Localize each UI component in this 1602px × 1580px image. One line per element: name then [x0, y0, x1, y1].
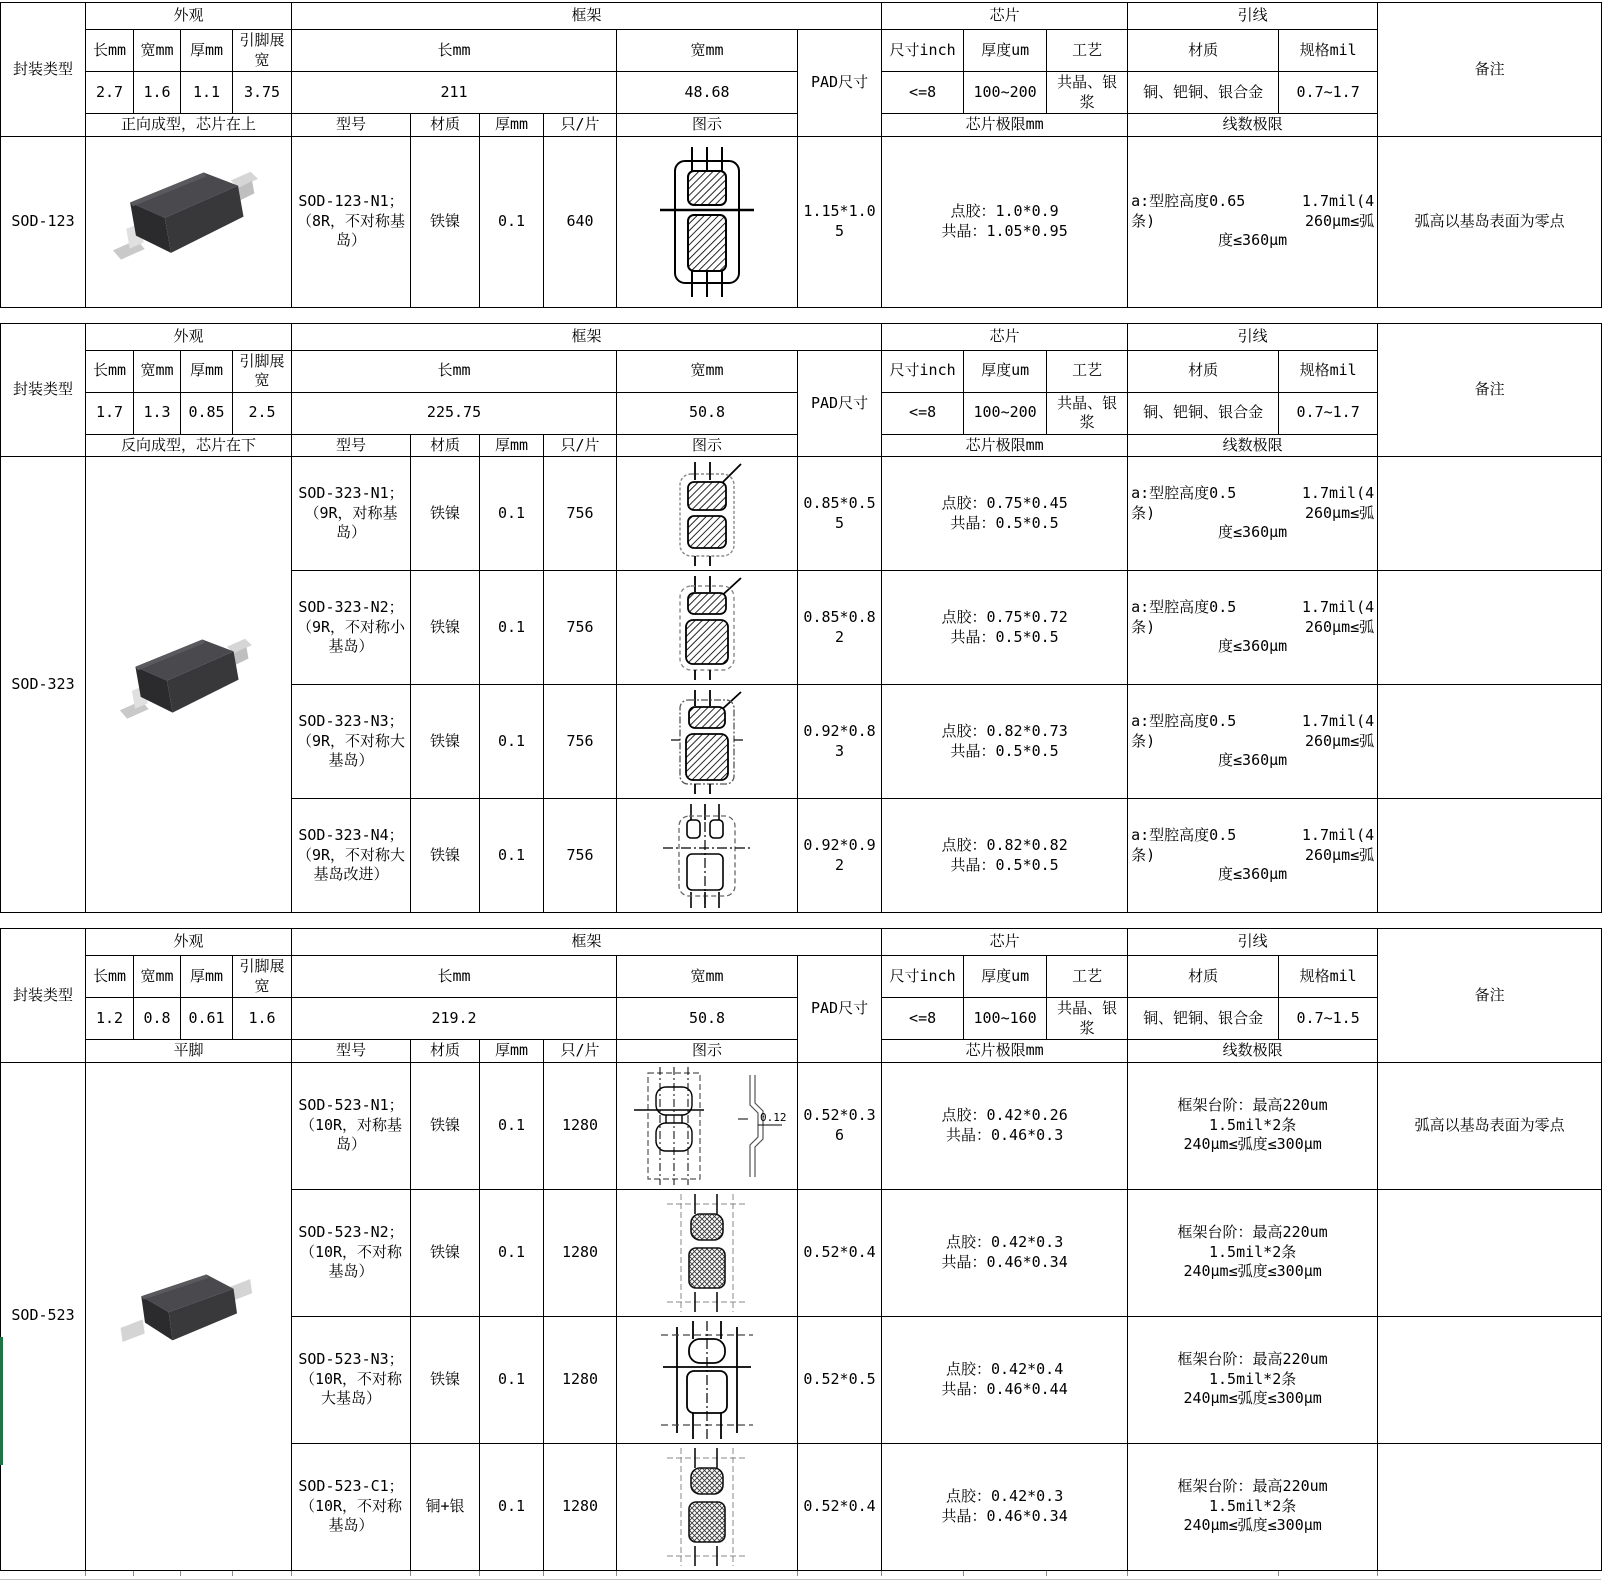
spec-table-sod523 — [0, 928, 1602, 1571]
cell-diagram — [617, 136, 798, 307]
material-col-header: 材质 — [411, 114, 480, 137]
frame-width-header: 宽mm — [617, 30, 798, 72]
cell-thickness: 0.1 — [480, 571, 544, 685]
clipped-row-bottom — [0, 1571, 1601, 1580]
cell-material: 铁镍 — [411, 457, 480, 571]
molding-type: 正向成型，芯片在上 — [86, 114, 292, 137]
cell-pad-size: 0.85*0.82 — [798, 571, 882, 685]
cell-pad-size: 0.52*0.4 — [798, 1189, 882, 1316]
cell-per-sheet: 1280 — [544, 1189, 617, 1316]
dim-label: 0.12 — [760, 1110, 787, 1124]
process-value: 共晶、银浆 — [1047, 998, 1128, 1040]
cell-diagram — [617, 1062, 798, 1189]
frame-length-value: 225.75 — [292, 392, 617, 434]
frame-header: 框架 — [292, 3, 882, 30]
per-sheet-col-header: 只/片 — [544, 434, 617, 457]
model-col-header: 型号 — [292, 1040, 411, 1063]
molding-type: 反向成型，芯片在下 — [86, 434, 292, 457]
wire-spec-value: 0.7~1.7 — [1279, 392, 1378, 434]
diagram-col-header: 图示 — [617, 114, 798, 137]
chip-thickness-header: 厚度um — [964, 30, 1047, 72]
chip-thickness-header: 厚度um — [964, 956, 1047, 998]
section-gap — [0, 913, 1601, 928]
cell-material: 铁镍 — [411, 799, 480, 913]
cell-wire-limit: a:型腔高度0.5 1.7mil(4 条) 260μm≤弧 度≤360μm — [1128, 457, 1378, 571]
pad-diagram-with-profile — [622, 1067, 792, 1185]
cell-chip-limit: 点胶：0.82*0.82 共晶：0.5*0.5 — [882, 799, 1128, 913]
appearance-thickness-value: 0.61 — [181, 998, 233, 1040]
cell-model: SOD-123-N1；（8R，不对称基岛） — [292, 136, 411, 307]
wire-material-value: 铜、钯铜、银合金 — [1128, 72, 1279, 114]
material-col-header: 材质 — [411, 434, 480, 457]
chip-limit-header: 芯片极限mm — [882, 434, 1128, 457]
cell-pad-size: 0.92*0.92 — [798, 799, 882, 913]
diagram-col-header: 图示 — [617, 1040, 798, 1063]
col-lead-span: 引脚展宽 — [233, 956, 292, 998]
wire-spec-value: 0.7~1.7 — [1279, 72, 1378, 114]
spec-table-sod123 — [0, 2, 1602, 308]
cell-wire-limit: 框架台阶：最高220um 1.5mil*2条 240μm≤弧度≤300μm — [1128, 1443, 1378, 1570]
cell-remark — [1378, 1443, 1602, 1570]
cell-model: SOD-323-N2；（9R，不对称小基岛） — [292, 571, 411, 685]
package-label: SOD-123 — [1, 136, 86, 307]
wire-material-value: 铜、钯铜、银合金 — [1128, 998, 1279, 1040]
chip-size-header: 尺寸inch — [882, 350, 964, 392]
frame-width-header: 宽mm — [617, 350, 798, 392]
frame-width-value: 50.8 — [617, 392, 798, 434]
sheet-edge-accent — [0, 1337, 3, 1465]
cell-per-sheet: 1280 — [544, 1062, 617, 1189]
appearance-length-value: 1.7 — [86, 392, 134, 434]
wire-spec-header: 规格mil — [1279, 350, 1378, 392]
cell-per-sheet: 756 — [544, 685, 617, 799]
chip-thickness-value: 100~160 — [964, 998, 1047, 1040]
pad-diagram — [647, 804, 767, 908]
cell-chip-limit: 点胶：0.75*0.45 共晶：0.5*0.5 — [882, 457, 1128, 571]
process-header: 工艺 — [1047, 956, 1128, 998]
cell-per-sheet: 756 — [544, 457, 617, 571]
frame-length-value: 211 — [292, 72, 617, 114]
col-thickness: 厚mm — [181, 956, 233, 998]
thickness-col-header: 厚mm — [480, 114, 544, 137]
frame-length-value: 219.2 — [292, 998, 617, 1040]
chip-size-header: 尺寸inch — [882, 30, 964, 72]
wire-material-header: 材质 — [1128, 956, 1279, 998]
appearance-width-value: 0.8 — [134, 998, 181, 1040]
lead-span-value: 2.5 — [233, 392, 292, 434]
cell-diagram — [617, 685, 798, 799]
cell-remark — [1378, 1316, 1602, 1443]
wire-limit-header: 线数极限 — [1128, 434, 1378, 457]
pad-diagram — [647, 576, 767, 680]
remark-header: 备注 — [1378, 929, 1602, 1063]
wire-limit-header: 线数极限 — [1128, 1040, 1378, 1063]
appearance-length-value: 1.2 — [86, 998, 134, 1040]
cell-remark — [1378, 1189, 1602, 1316]
frame-header: 框架 — [292, 929, 882, 956]
cell-per-sheet: 756 — [544, 571, 617, 685]
cell-model: SOD-523-C1；（10R，不对称基岛） — [292, 1443, 411, 1570]
package-photo-sod323 — [103, 627, 275, 742]
frame-width-value: 50.8 — [617, 998, 798, 1040]
pad-diagram — [647, 1448, 767, 1566]
pad-size-header: PAD尺寸 — [798, 350, 882, 457]
appearance-width-value: 1.6 — [134, 72, 181, 114]
chip-header: 芯片 — [882, 3, 1128, 30]
cell-remark — [1378, 685, 1602, 799]
cell-chip-limit: 点胶：0.75*0.72 共晶：0.5*0.5 — [882, 571, 1128, 685]
cell-diagram — [617, 799, 798, 913]
appearance-header: 外观 — [86, 3, 292, 30]
per-sheet-col-header: 只/片 — [544, 1040, 617, 1063]
col-width: 宽mm — [134, 30, 181, 72]
cell-thickness: 0.1 — [480, 457, 544, 571]
cell-per-sheet: 1280 — [544, 1316, 617, 1443]
cell-per-sheet: 756 — [544, 799, 617, 913]
cell-chip-limit: 点胶：0.82*0.73 共晶：0.5*0.5 — [882, 685, 1128, 799]
chip-header: 芯片 — [882, 929, 1128, 956]
appearance-thickness-value: 0.85 — [181, 392, 233, 434]
cell-wire-limit: a:型腔高度0.65 1.7mil(4 条) 260μm≤弧 度≤360μm — [1128, 136, 1378, 307]
chip-thickness-value: 100~200 — [964, 392, 1047, 434]
col-lead-span: 引脚展宽 — [233, 350, 292, 392]
package-label: SOD-523 — [1, 1062, 86, 1570]
cell-pad-size: 1.15*1.05 — [798, 136, 882, 307]
col-thickness: 厚mm — [181, 350, 233, 392]
cell-thickness: 0.1 — [480, 136, 544, 307]
cell-model: SOD-523-N2；（10R，不对称基岛） — [292, 1189, 411, 1316]
cell-thickness: 0.1 — [480, 799, 544, 913]
package-photo-cell — [86, 1062, 292, 1570]
wire-material-header: 材质 — [1128, 30, 1279, 72]
appearance-width-value: 1.3 — [134, 392, 181, 434]
frame-length-header: 长mm — [292, 956, 617, 998]
remark-header: 备注 — [1378, 323, 1602, 457]
thickness-col-header: 厚mm — [480, 434, 544, 457]
col-lead-span: 引脚展宽 — [233, 30, 292, 72]
cell-remark: 弧高以基岛表面为零点 — [1378, 1062, 1602, 1189]
cell-remark — [1378, 799, 1602, 913]
pad-diagram — [647, 1321, 767, 1439]
chip-thickness-value: 100~200 — [964, 72, 1047, 114]
chip-size-header: 尺寸inch — [882, 956, 964, 998]
col-length: 长mm — [86, 30, 134, 72]
pad-diagram — [647, 462, 767, 566]
frame-header: 框架 — [292, 323, 882, 350]
cell-model: SOD-523-N3；（10R，不对称大基岛） — [292, 1316, 411, 1443]
remark-header: 备注 — [1378, 3, 1602, 137]
cell-material: 铁镍 — [411, 1316, 480, 1443]
cell-wire-limit: a:型腔高度0.5 1.7mil(4 条) 260μm≤弧 度≤360μm — [1128, 799, 1378, 913]
cell-pad-size: 0.52*0.36 — [798, 1062, 882, 1189]
wire-material-header: 材质 — [1128, 350, 1279, 392]
material-col-header: 材质 — [411, 1040, 480, 1063]
thickness-col-header: 厚mm — [480, 1040, 544, 1063]
cell-pad-size: 0.92*0.83 — [798, 685, 882, 799]
pad-diagram — [652, 147, 762, 297]
molding-type: 平脚 — [86, 1040, 292, 1063]
chip-size-value: <=8 — [882, 72, 964, 114]
cell-material: 铁镍 — [411, 136, 480, 307]
cell-model: SOD-323-N4；（9R，不对称大基岛改进） — [292, 799, 411, 913]
model-col-header: 型号 — [292, 114, 411, 137]
cell-model: SOD-523-N1；（10R，对称基岛） — [292, 1062, 411, 1189]
pad-size-header: PAD尺寸 — [798, 956, 882, 1063]
package-type-header: 封装类型 — [1, 323, 86, 457]
wire-material-value: 铜、钯铜、银合金 — [1128, 392, 1279, 434]
cell-thickness: 0.1 — [480, 1189, 544, 1316]
chip-header: 芯片 — [882, 323, 1128, 350]
cell-pad-size: 0.52*0.4 — [798, 1443, 882, 1570]
cell-chip-limit: 点胶：0.42*0.4 共晶：0.46*0.44 — [882, 1316, 1128, 1443]
package-photo-sod123 — [94, 159, 284, 285]
col-thickness: 厚mm — [181, 30, 233, 72]
wire-header: 引线 — [1128, 3, 1378, 30]
cell-wire-limit: 框架台阶：最高220um 1.5mil*2条 240μm≤弧度≤300μm — [1128, 1189, 1378, 1316]
cell-chip-limit: 点胶：0.42*0.26 共晶：0.46*0.3 — [882, 1062, 1128, 1189]
pad-size-header: PAD尺寸 — [798, 30, 882, 137]
cell-pad-size: 0.85*0.55 — [798, 457, 882, 571]
chip-size-value: <=8 — [882, 998, 964, 1040]
cell-diagram — [617, 571, 798, 685]
cell-diagram — [617, 1189, 798, 1316]
package-photo-sod523 — [109, 1263, 269, 1370]
cell-per-sheet: 1280 — [544, 1443, 617, 1570]
appearance-header: 外观 — [86, 323, 292, 350]
frame-width-header: 宽mm — [617, 956, 798, 998]
col-length: 长mm — [86, 350, 134, 392]
wire-spec-header: 规格mil — [1279, 956, 1378, 998]
cell-model: SOD-323-N3；（9R，不对称大基岛） — [292, 685, 411, 799]
cell-remark: 弧高以基岛表面为零点 — [1378, 136, 1602, 307]
cell-wire-limit: 框架台阶：最高220um 1.5mil*2条 240μm≤弧度≤300μm — [1128, 1316, 1378, 1443]
wire-limit-header: 线数极限 — [1128, 114, 1378, 137]
chip-limit-header: 芯片极限mm — [882, 1040, 1128, 1063]
process-value: 共晶、银浆 — [1047, 392, 1128, 434]
diagram-col-header: 图示 — [617, 434, 798, 457]
appearance-length-value: 2.7 — [86, 72, 134, 114]
spec-table-sod323 — [0, 323, 1602, 914]
chip-limit-header: 芯片极限mm — [882, 114, 1128, 137]
pad-diagram — [647, 1194, 767, 1312]
chip-limit-line2: 共晶：1.05*0.95 — [941, 221, 1068, 240]
lead-span-value: 1.6 — [233, 998, 292, 1040]
appearance-thickness-value: 1.1 — [181, 72, 233, 114]
chip-size-value: <=8 — [882, 392, 964, 434]
wire-header: 引线 — [1128, 323, 1378, 350]
package-type-header: 封装类型 — [1, 3, 86, 137]
package-type-header: 封装类型 — [1, 929, 86, 1063]
cell-thickness: 0.1 — [480, 1443, 544, 1570]
cell-thickness: 0.1 — [480, 1316, 544, 1443]
cell-pad-size: 0.52*0.5 — [798, 1316, 882, 1443]
cell-chip-limit: 点胶：0.42*0.3 共晶：0.46*0.34 — [882, 1189, 1128, 1316]
frame-width-value: 48.68 — [617, 72, 798, 114]
cell-material: 铁镍 — [411, 1189, 480, 1316]
cell-material: 铁镍 — [411, 571, 480, 685]
package-label: SOD-323 — [1, 457, 86, 913]
model-col-header: 型号 — [292, 434, 411, 457]
cell-wire-limit: 框架台阶：最高220um 1.5mil*2条 240μm≤弧度≤300μm — [1128, 1062, 1378, 1189]
chip-limit-line1: 点胶：1.0*0.9 — [950, 202, 1059, 220]
cell-remark — [1378, 457, 1602, 571]
cell-diagram — [617, 1443, 798, 1570]
package-photo-cell — [86, 136, 292, 307]
lead-span-value: 3.75 — [233, 72, 292, 114]
wire-spec-value: 0.7~1.5 — [1279, 998, 1378, 1040]
cell-thickness: 0.1 — [480, 1062, 544, 1189]
cell-wire-limit: a:型腔高度0.5 1.7mil(4 条) 260μm≤弧 度≤360μm — [1128, 571, 1378, 685]
frame-length-header: 长mm — [292, 30, 617, 72]
process-header: 工艺 — [1047, 350, 1128, 392]
clipped-row-top — [0, 0, 1601, 2]
col-length: 长mm — [86, 956, 134, 998]
cell-model: SOD-323-N1；（9R，对称基岛） — [292, 457, 411, 571]
cell-remark — [1378, 571, 1602, 685]
cell-diagram — [617, 1316, 798, 1443]
cell-chip-limit: 点胶：0.42*0.3 共晶：0.46*0.34 — [882, 1443, 1128, 1570]
cell-thickness: 0.1 — [480, 685, 544, 799]
section-gap — [0, 308, 1601, 323]
pad-diagram — [647, 690, 767, 794]
cell-material: 铁镍 — [411, 685, 480, 799]
wire-spec-header: 规格mil — [1279, 30, 1378, 72]
col-width: 宽mm — [134, 956, 181, 998]
cell-chip-limit — [882, 136, 1128, 307]
process-header: 工艺 — [1047, 30, 1128, 72]
chip-thickness-header: 厚度um — [964, 350, 1047, 392]
cell-per-sheet: 640 — [544, 136, 617, 307]
cell-diagram — [617, 457, 798, 571]
process-value: 共晶、银浆 — [1047, 72, 1128, 114]
per-sheet-col-header: 只/片 — [544, 114, 617, 137]
col-width: 宽mm — [134, 350, 181, 392]
package-photo-cell — [86, 457, 292, 913]
wire-header: 引线 — [1128, 929, 1378, 956]
cell-material: 铁镍 — [411, 1062, 480, 1189]
cell-wire-limit: a:型腔高度0.5 1.7mil(4 条) 260μm≤弧 度≤360μm — [1128, 685, 1378, 799]
cell-material: 铜+银 — [411, 1443, 480, 1570]
appearance-header: 外观 — [86, 929, 292, 956]
frame-length-header: 长mm — [292, 350, 617, 392]
